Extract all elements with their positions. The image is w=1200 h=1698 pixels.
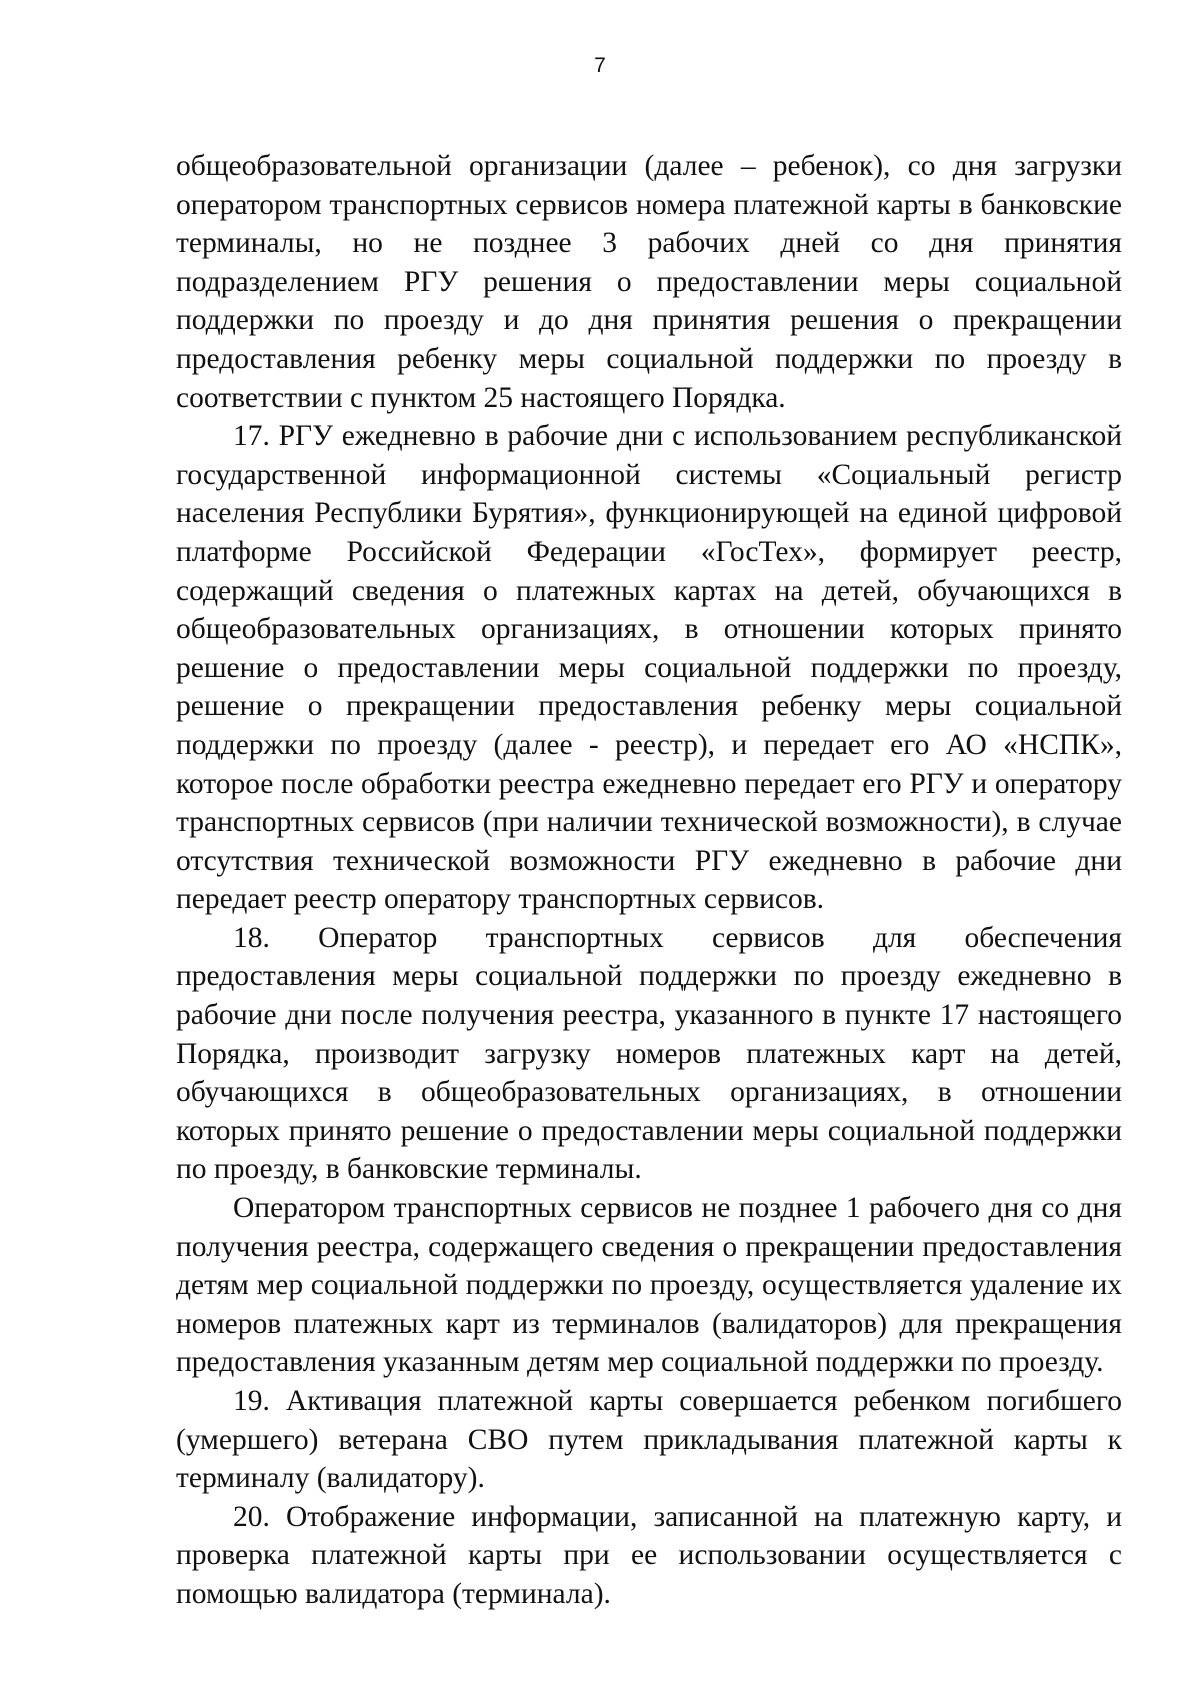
paragraph-17: 17. РГУ ежедневно в рабочие дни с использованием республиканской государственной информационной системы «Социальный регистр населения Республики Бурятия», функционирующей на единой цифровой платформе Российской Федерации «ГосТех», формирует реестр, содержащий сведения о платежных картах на детей, обучающихся в общеобразовательных организациях, в отношении которых принято решение о предоставлении меры социальной поддержки по проезду, решение о прекращении предоставления ребенку меры социальной поддержки по проезду (далее - реестр), и передает его АО «НСПК», которое после обработки реестра ежедневно передает его РГУ и оператору транспортных сервисов (при наличии технической возможности), в случае отсутствия технической возможности РГУ ежедневно в рабочие дни передает реестр оператору транспортных сервисов. [176,420,1122,916]
page-number: 7 [594,54,606,77]
paragraph-18-second: Оператором транспортных сервисов не позднее 1 рабочего дня со дня получения реестра, содержащего сведения о прекращении предоставления детям мер социальной поддержки по проезду, осуществляется удаление их номеров платежных карт из терминалов (валидаторов) для прекращения предоставления указанным детям мер социальной поддержки по проезду. [176,1192,1122,1379]
paragraph-20: 20. Отображение информации, записанной на платежную карту, и проверка платежной карты при ее использовании осуществляется с помощью валидатора (терминала). [176,1500,1122,1610]
paragraph-18: 18. Оператор транспортных сервисов для обеспечения предоставления меры социальной поддержки по проезду ежедневно в рабочие дни после получения реестра, указанного в пункте 17 настоящего Порядка, производит загрузку номеров платежных карт на детей, обучающихся в общеобразовательных организациях, в отношении которых принято решение о предоставлении меры социальной поддержки по проезду, в банковские терминалы. [176,921,1122,1186]
document-text [176,147,1122,1614]
paragraph-continuation: общеобразовательной организации (далее – ребенок), со дня загрузки оператором транспортных сервисов номера платежной карты в банковские терминалы, но не позднее 3 рабочих дней со дня принятия подразделением РГУ решения о предоставлении меры социальной поддержки по проезду и до дня принятия решения о прекращении предоставления ребенку меры социальной поддержки по проезду в соответствии с пунктом 25 настоящего Порядка. [176,150,1122,414]
paragraph-19: 19. Активация платежной карты совершается ребенком погибшего (умершего) ветерана СВО путем прикладывания платежной карты к терминалу (валидатору). [176,1385,1122,1495]
